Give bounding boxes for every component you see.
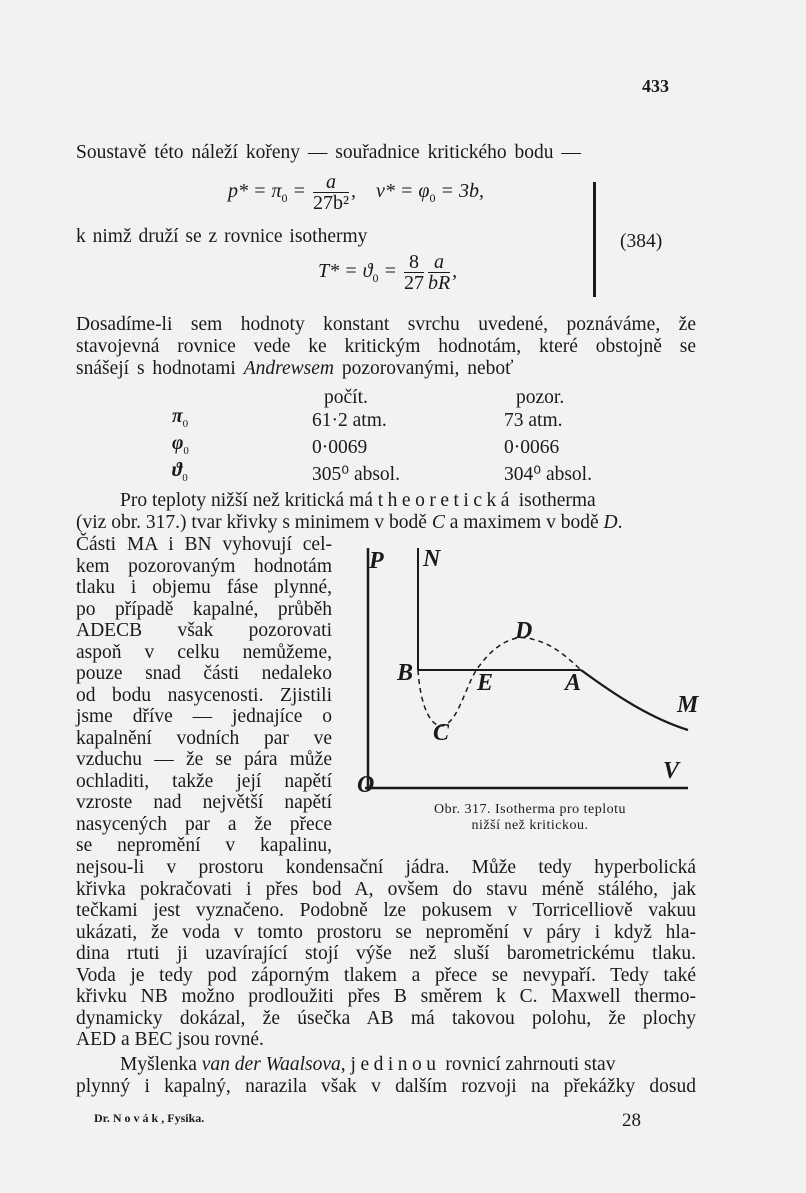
narrow-line: vzduchu — že se pára může — [76, 749, 332, 770]
paragraph-2-full-lines — [76, 857, 696, 1051]
text-line: dynamicky dokázal, že úsečka AB má takovou polohu, že plochy — [76, 1007, 696, 1029]
narrow-line: pouze snad části nedaleko — [76, 663, 332, 684]
table-row: $\pi_0$ 61·2 atm. 73 atm. — [172, 406, 563, 431]
figure-caption: Obr. 317. Isotherma pro teplotu nižší než kritickou. — [433, 802, 627, 833]
equation-line-2: $T* = ϑ_0$ = $\frac{8}{27}$ $\frac{a}{bR}$ , — [318, 251, 458, 294]
narrow-line: kapalnění vodních par ve — [76, 727, 332, 749]
footer-signature: Dr. Novák, Fysika. — [94, 1111, 205, 1125]
table-row: $\varphi_0$ 0·0069 0·0066 — [172, 432, 560, 458]
narrow-line: aspoň v celku nemůžeme, — [76, 641, 332, 663]
narrow-line: ochladiti, takže její napětí — [76, 770, 332, 792]
intro-line: Soustavě této náleží kořeny — souřadnice kritického bodu — — [76, 142, 581, 163]
equation-brace — [593, 182, 596, 297]
label-O: O — [357, 772, 375, 798]
header-computed: počít. — [324, 387, 368, 408]
narrow-line: nasycených par a že přece — [76, 813, 332, 835]
label-E: E — [477, 670, 494, 696]
paragraph-1-line-3: snášejí s hodnotami Andrewsem pozorovanými, neboť — [76, 358, 514, 379]
narrow-line: Části MA i BN vyhovují cel- — [76, 534, 332, 555]
fraction: $\frac{a}{bR}$ — [427, 251, 451, 294]
fraction: $\frac{a}{\text{27b²}}$ — [313, 171, 350, 214]
label-P: P — [369, 548, 384, 574]
text-line: ukázati, že voda v tomto prostoru se nepromění v páry i když hla- — [76, 921, 696, 943]
label-M: M — [677, 692, 699, 718]
label-C: C — [433, 720, 450, 746]
label-A: A — [565, 670, 582, 696]
text-line: dina rtuti ji uzavírající stojí výše než sluší barometrickému tlaku. — [76, 943, 696, 964]
text-line: Voda je tedy pod záporným tlakem a přece se nevypaří. Tedy také — [76, 964, 696, 986]
signature-number: 28 — [622, 1110, 641, 1131]
text-line: AED a BEC jsou rovné. — [76, 1029, 264, 1050]
narrow-line: od bodu nasycenosti. Zjistili — [76, 684, 332, 706]
critical-values-table — [172, 388, 656, 488]
equation-number: (384) — [620, 231, 663, 252]
label-B: B — [397, 660, 414, 686]
text-line: tečkami jest vyznačeno. Podobně lze pokusem v Torricelliově vakuu — [76, 900, 696, 921]
page-number: 433 — [642, 76, 669, 96]
paragraph-1-line-2: stavojevná rovnice vede ke kritickým hodnotám, které obstojně se — [76, 336, 696, 357]
table-header-row — [172, 388, 656, 407]
paragraph-2-line-2: (viz obr. 317.) tvar křivky s minimem v bodě C a maximem v bodě D. — [76, 512, 623, 533]
label-V: V — [663, 758, 680, 784]
paragraph-2-narrow-column — [76, 534, 332, 857]
label-N: N — [423, 546, 441, 572]
fraction: $\frac{8}{27}$ — [403, 251, 424, 294]
narrow-line: vzroste nad největší napětí — [76, 792, 332, 813]
narrow-line: ADECB však pozorovati — [76, 620, 332, 641]
narrow-line: se nepromění v kapalinu, — [76, 835, 332, 856]
narrow-line: jsme dříve — jednajíce o — [76, 706, 332, 727]
text-line: nejsou-li v prostoru kondensační jádra. Může tedy hyperbolická — [76, 857, 696, 878]
paragraph-2-line-1: Pro teploty nižší než kritická má theoretická isotherma — [120, 490, 596, 511]
label-D: D — [515, 618, 533, 644]
narrow-line: po případě kapalné, průběh — [76, 598, 332, 620]
paragraph-3-line-2: plynný i kapalný, narazila však v dalším rozvoji na překážky dosud — [76, 1076, 696, 1097]
text-line: křivka pokračovati i přes bod A, ovšem do stavu méně stálého, jak — [76, 878, 696, 900]
header-observed: pozor. — [516, 387, 565, 408]
narrow-line: tlaku i objemu fáse plynné, — [76, 577, 332, 598]
paragraph-3-line-1: Myšlenka van der Waalsova, jedinou rovnicí zahrnouti stav — [120, 1054, 616, 1075]
text-line: křivku NB možno prodloužiti přes B směrem k C. Maxwell thermo- — [76, 986, 696, 1007]
figure-isotherm — [355, 540, 705, 840]
paragraph-1-line-1: Dosadíme-li sem hodnoty konstant svrchu uvedené, poznáváme, že — [76, 314, 696, 335]
narrow-line: kem pozorovaným hodnotám — [76, 555, 332, 577]
table-row: $ϑ_0$ 305⁰ absol. 304⁰ absol. — [172, 459, 592, 485]
equation-line-1: $p* = \pi_0$ = $\frac{a}{\text{27b²}}$ , $v* = \varphi_0 = 3b$, — [228, 171, 484, 214]
equation-between-text: k nimž druží se z rovnice isothermy — [76, 226, 368, 247]
